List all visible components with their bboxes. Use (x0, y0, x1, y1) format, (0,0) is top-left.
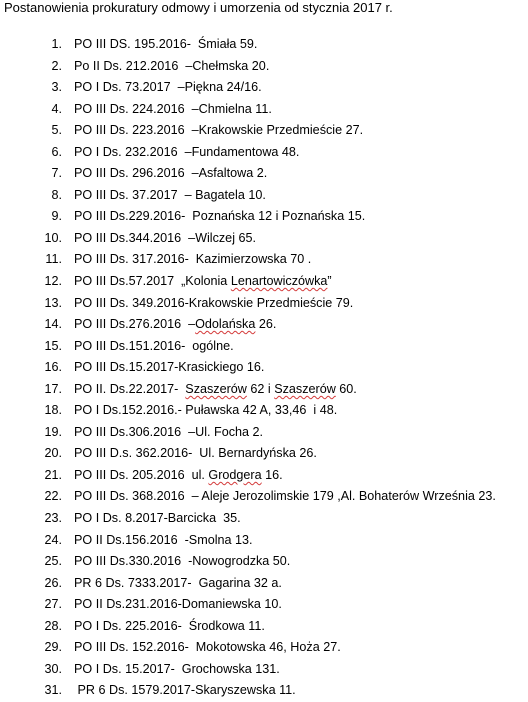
list-item-number: 21. (44, 467, 62, 482)
list-item-text-segment: PO I Ds. 225.2016- Środkowa 11. (74, 618, 265, 633)
list-item-number: 4. (51, 101, 62, 116)
list-item-number: 9. (51, 209, 62, 224)
list-item-number: 5. (51, 123, 62, 138)
list-item-text (74, 425, 263, 439)
list-item-number: 28. (44, 618, 62, 633)
list-item-text-segment: PO III Ds. 37.2017 – Bagatela 10. (74, 187, 266, 202)
list-item-text-segment: PO I Ds. 8.2017-Barcicka 35. (74, 511, 241, 526)
list-item-text-segment: PO II Ds.156.2016 -Smolna 13. (74, 532, 253, 547)
list-item-number: 30. (44, 661, 62, 676)
list-item-number: 19. (44, 424, 62, 439)
list-item-text (74, 317, 276, 331)
list-item-text-segment: PO III Ds.306.2016 –Ul. Focha 2. (74, 424, 264, 439)
list-item-text-segment: PO III D.s. 362.2016- Ul. Bernardyńska 26. (74, 446, 317, 461)
list-item-text-segment: PO I Ds.152.2016.- Puławska 42 A, 33,46 i 48. (74, 403, 338, 418)
list-item-number: 26. (44, 575, 62, 590)
list-item-text-segment: PR 6 Ds. 1579.2017-Skaryszewska 11. (74, 683, 296, 698)
list-item-text-segment: 26. (255, 317, 277, 332)
list-item-text-segment: PO III Ds. 205.2016 ul. (74, 467, 209, 482)
list-item-text (74, 468, 283, 482)
list-item-text (74, 296, 353, 310)
list-item-text (74, 339, 234, 353)
list-item-number: 23. (44, 511, 62, 526)
spellcheck-flagged-word: Grodgera (208, 467, 262, 482)
list-item-text-segment: PO III Ds.344.2016 –Wilczej 65. (74, 230, 256, 245)
list-item-text-segment: PO III Ds. 349.2016-Krakowskie Przedmieście 79. (74, 295, 354, 310)
list-item-text-segment: PO III Ds. 152.2016- Mokotowska 46, Hoża 27. (74, 640, 341, 655)
list-item-number: 18. (44, 403, 62, 418)
list-item-number: 3. (51, 80, 62, 95)
list-item-text-segment: PO III Ds. 296.2016 –Asfaltowa 2. (74, 166, 268, 181)
list-item-text-segment: PO III Ds.57.2017 „Kolonia (74, 274, 231, 289)
list-item-number: 29. (44, 640, 62, 655)
list-item-number: 22. (44, 489, 62, 504)
list-item-number: 10. (44, 230, 62, 245)
document-heading: Postanowienia prokuratury odmowy i umorzenia od stycznia 2017 r. (4, 0, 393, 15)
list-item-text-segment: PO III Ds. 368.2016 – Aleje Jerozolimskie 179 ,Al. Bohaterów Września 23. (74, 489, 496, 504)
list-item-text (74, 619, 265, 633)
list-item-text (74, 188, 266, 202)
list-item-number: 11. (45, 252, 62, 267)
list-item-number: 15. (44, 338, 62, 353)
list-item-text (74, 382, 357, 396)
list-item-number: 6. (51, 144, 62, 159)
list-item-number: 25. (44, 554, 62, 569)
list-item-text-segment: 16. (261, 467, 283, 482)
list-item-text-segment: Po II Ds. 212.2016 –Chełmska 20. (74, 58, 270, 73)
list-item-text (74, 145, 299, 159)
list-item-number: 31. (44, 683, 62, 698)
list-item-number: 20. (44, 446, 62, 461)
list-item-text-segment: PO III Ds.229.2016- Poznańska 12 i Poznańska 15. (74, 209, 366, 224)
list-item-text (74, 489, 496, 503)
list-item-text (74, 252, 311, 266)
list-item-text (74, 533, 253, 547)
list-item-text-segment: PO III Ds. 223.2016 –Krakowskie Przedmieście 27. (74, 123, 364, 138)
list-item-text (74, 683, 296, 697)
list-item-number: 12. (44, 274, 62, 289)
list-item-text-segment: PO I Ds. 232.2016 –Fundamentowa 48. (74, 144, 300, 159)
list-item-number: 24. (44, 532, 62, 547)
list-item-text (74, 403, 337, 417)
list-item-number: 14. (44, 317, 62, 332)
list-item-text-segment: PO I Ds. 15.2017- Grochowska 131. (74, 661, 280, 676)
list-item-number: 16. (44, 360, 62, 375)
list-item-number: 8. (51, 187, 62, 202)
list-item-text (74, 662, 280, 676)
list-item-text-segment: PO III Ds.15.2017-Krasickiego 16. (74, 360, 265, 375)
list-item-text (74, 59, 269, 73)
list-item-text-segment: ” (327, 274, 332, 289)
list-item-text (74, 123, 363, 137)
list-item-text-segment: PO III Ds.276.2016 – (74, 317, 196, 332)
list-item-text (74, 511, 241, 525)
list-item-text (74, 80, 262, 94)
list-item-number: 2. (51, 58, 62, 73)
list-item-text-segment: PO II. Ds.22.2017- (74, 381, 186, 396)
list-item-number: 27. (44, 597, 62, 612)
list-item-text (74, 554, 290, 568)
list-item-text (74, 166, 267, 180)
spellcheck-flagged-word: Szaszerów (274, 381, 336, 396)
spellcheck-flagged-word: Odolańska (195, 317, 256, 332)
list-item-number: 17. (44, 381, 62, 396)
list-item-text-segment: PO III Ds. 224.2016 –Chmielna 11. (74, 101, 272, 116)
list-item-number: 7. (51, 166, 62, 181)
list-item-text (74, 209, 365, 223)
list-item-text-segment: PR 6 Ds. 7333.2017- Gagarina 32 a. (74, 575, 282, 590)
list-item-number: 13. (44, 295, 62, 310)
list-item-text-segment: 60. (335, 381, 357, 396)
list-item-text (74, 576, 282, 590)
list-item-text (74, 231, 256, 245)
list-item-text (74, 640, 341, 654)
list-item-text (74, 37, 257, 51)
list-item-text (74, 274, 332, 288)
list-item-text-segment: PO III Ds. 317.2016- Kazimierzowska 70 . (74, 252, 312, 267)
list-item-text-segment: 62 i (246, 381, 275, 396)
list-item-text (74, 360, 264, 374)
list-item-number: 1. (51, 37, 62, 51)
spellcheck-flagged-word: Lenartowiczówka (230, 274, 328, 289)
list-item-text (74, 446, 317, 460)
list-item-text-segment: PO II Ds.231.2016-Domaniewska 10. (74, 597, 282, 612)
list-item-text (74, 597, 282, 611)
list-item-text (74, 102, 272, 116)
list-item-text-segment: PO I Ds. 73.2017 –Piękna 24/16. (74, 80, 262, 95)
list-item-text-segment: PO III Ds.330.2016 -Nowogrodzka 50. (74, 554, 291, 569)
list-item-text-segment: PO III Ds.151.2016- ogólne. (74, 338, 234, 353)
spellcheck-flagged-word: Szaszerów (185, 381, 247, 396)
list-item-text-segment: PO III DS. 195.2016- Śmiała 59. (74, 37, 258, 51)
